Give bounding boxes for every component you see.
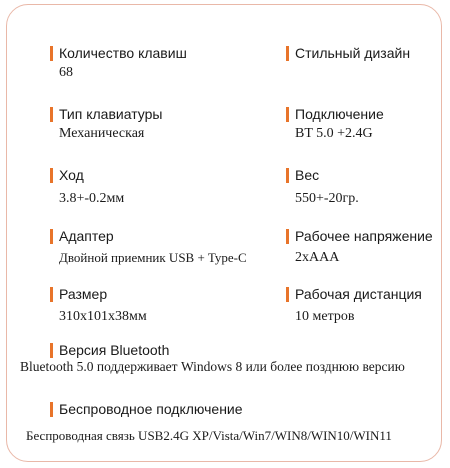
spec-value: 68 xyxy=(59,65,73,80)
accent-bar xyxy=(50,107,53,122)
spec-label: Количество клавиш xyxy=(59,45,187,61)
accent-bar xyxy=(286,168,289,183)
spec-label: Рабочая дистанция xyxy=(295,286,422,302)
spec-value: 2xAAA xyxy=(295,250,340,265)
spec-connection xyxy=(286,105,384,143)
spec-label: Размер xyxy=(59,286,108,302)
spec-value-wireless: Беспроводная связь USB2.4G XP/Vista/Win7/WIN8/WIN10/WIN11 xyxy=(26,428,392,443)
accent-bar xyxy=(50,287,53,302)
accent-bar xyxy=(286,287,289,302)
spec-bluetooth xyxy=(50,341,169,359)
spec-design xyxy=(286,44,410,62)
accent-bar xyxy=(50,168,53,183)
spec-label: Ход xyxy=(59,167,84,183)
accent-bar xyxy=(50,46,53,61)
spec-value: Двойной приемник USB + Type-C xyxy=(59,250,247,265)
accent-bar xyxy=(50,343,53,358)
spec-value: 550+-20гр. xyxy=(295,191,359,206)
spec-value: BT 5.0 +2.4G xyxy=(295,126,373,141)
spec-value: 310x101x38мм xyxy=(59,309,147,324)
spec-weight xyxy=(286,166,359,208)
spec-value-bluetooth: Bluetooth 5.0 поддерживает Windows 8 или более позднюю версию xyxy=(20,359,405,374)
accent-bar xyxy=(50,402,53,417)
spec-label: Стильный дизайн xyxy=(295,45,411,61)
accent-bar xyxy=(286,107,289,122)
spec-label: Рабочее напряжение xyxy=(295,228,433,244)
spec-label: Тип клавиатуры xyxy=(59,106,163,122)
spec-keyboard-type xyxy=(50,105,162,143)
spec-travel xyxy=(50,166,124,208)
spec-label: Версия Bluetooth xyxy=(59,342,170,358)
spec-adapter xyxy=(50,227,247,267)
spec-label: Адаптер xyxy=(59,228,114,244)
spec-label: Подключение xyxy=(295,106,384,122)
spec-range xyxy=(286,285,422,326)
spec-size xyxy=(50,285,147,326)
spec-key-count xyxy=(50,44,187,82)
spec-voltage xyxy=(286,227,433,267)
spec-label: Вес xyxy=(295,167,320,183)
accent-bar xyxy=(286,229,289,244)
accent-bar xyxy=(50,229,53,244)
accent-bar xyxy=(286,46,289,61)
spec-value: Механическая xyxy=(59,126,145,141)
spec-value: 3.8+-0.2мм xyxy=(59,191,125,206)
spec-wireless xyxy=(50,400,243,418)
spec-value: 10 метров xyxy=(295,309,355,324)
spec-label: Беспроводное подключение xyxy=(59,401,243,417)
